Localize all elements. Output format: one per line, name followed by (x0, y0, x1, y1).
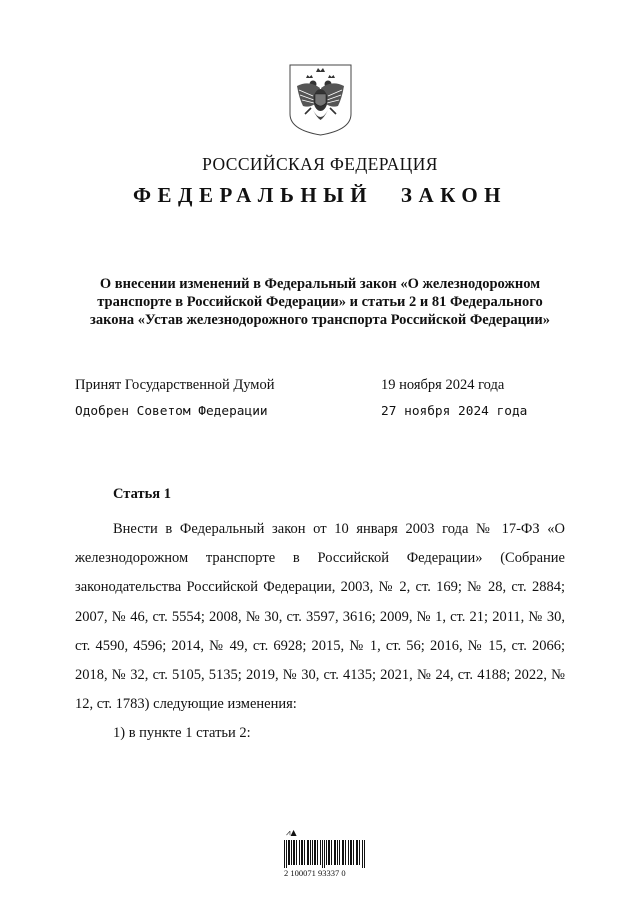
approval-body: Принят Государственной Думой (75, 377, 275, 393)
country-name: РОССИЙСКАЯ ФЕДЕРАЦИЯ (202, 154, 438, 174)
law-title-line-3: закона «Устав железнодорожного транспорта Российской Федерации» (90, 312, 550, 328)
document-type-heading: ФЕДЕРАЛЬНЫЙ ЗАКОН (133, 183, 507, 207)
article-body (75, 515, 565, 749)
barcode-number: 2 100071 93337 0 (284, 868, 346, 878)
barcode-mark-icon: ⩘▲ (286, 828, 297, 837)
law-title (70, 275, 570, 329)
article-paragraph-1: Внести в Федеральный закон от 10 января 2003 года № 17-ФЗ «О железнодорожном транспорте в Российской Федерации» (Собрание законодательства Российской Федерации, 2003, № 2, ст. 169; № 28, ст. 2884; 2007, № 46, ст. 5554; 2008, № 30, ст. 3597, 3616; 2009, № 1, ст. 21; 2011, № 30, ст. 4590, 4596; 2014, № 49, ст. 6928; 2015, № 1, ст. 56; 2016, № 15, ст. 2066; 2018, № 32, ст. 5105, 5135; 2019, № 30, ст. 4135; 2021, № 24, ст. 4188; 2022, № 12, ст. 1783) следующие изменения: (75, 521, 565, 713)
approval-date: 27 ноября 2024 года (381, 404, 528, 419)
article-heading: Статья 1 (113, 486, 171, 502)
coat-of-arms-emblem (289, 64, 352, 136)
law-title-line-1: О внесении изменений в Федеральный закон «О железнодорожном (99, 276, 541, 292)
barcode-bars (284, 840, 366, 868)
approval-date: 19 ноября 2024 года (381, 377, 505, 393)
approval-body: Одобрен Советом Федерации (75, 404, 268, 419)
article-paragraph-2: 1) в пункте 1 статьи 2: (113, 725, 251, 742)
law-title-line-2: транспорте в Российской Федерации» и статьи 2 и 81 Федерального (97, 294, 543, 310)
